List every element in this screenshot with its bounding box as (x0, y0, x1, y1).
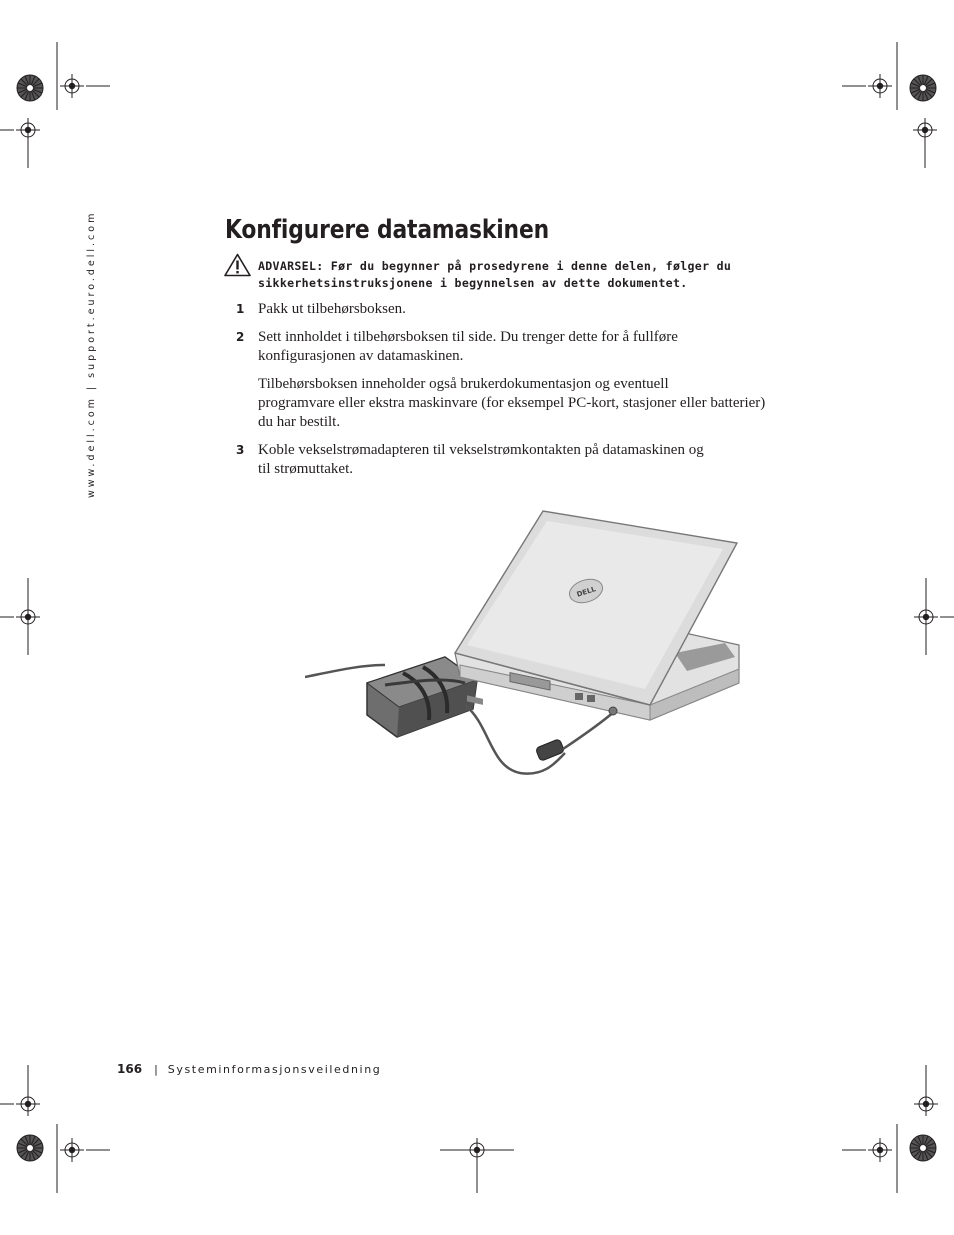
registration-mark-icon (913, 118, 937, 142)
document-title: Systeminformasjonsveiledning (167, 1063, 382, 1076)
rosette-mark-icon (17, 1135, 43, 1161)
warning-line: sikkerhetsinstruksjonene i begynnelsen av dette dokumentet. (258, 276, 688, 290)
registration-mark-icon (465, 1138, 489, 1162)
note-line: du har bestilt. (258, 414, 341, 430)
note-line: programvare eller ekstra maskinvare (for eksempel PC-kort, stasjoner eller batterier) (258, 395, 766, 411)
registration-mark-icon (60, 74, 84, 98)
page-footer (117, 1062, 381, 1076)
registration-mark-icon (16, 1092, 40, 1116)
rosette-mark-icon (910, 1135, 936, 1161)
rosette-mark-icon (17, 75, 43, 101)
step-text-line: Koble vekselstrømadapteren til vekselstrømkontakten på datamaskinen og (258, 442, 704, 458)
footer-separator: | (154, 1063, 158, 1076)
registration-mark-icon (868, 74, 892, 98)
sidebar-url (72, 210, 112, 506)
dell-logo-text: DELL (575, 585, 597, 599)
laptop-icon (455, 511, 739, 720)
step-2 (236, 328, 816, 368)
step-number: 2 (236, 330, 245, 344)
registration-mark-icon (914, 605, 938, 629)
note-paragraph (258, 375, 818, 432)
warning-text (258, 258, 818, 292)
page-number: 166 (117, 1062, 143, 1076)
registration-mark-icon (60, 1138, 84, 1162)
registration-mark-icon (868, 1138, 892, 1162)
warning-line: ADVARSEL: Før du begynner på prosedyrene i denne delen, følger du (258, 259, 732, 273)
laptop-adapter-illustration (305, 505, 750, 785)
step-text: Pakk ut tilbehørsboksen. (258, 301, 406, 317)
step-text (258, 328, 814, 366)
step-text-line: konfigurasjonen av datamaskinen. (258, 348, 464, 364)
rosette-mark-icon (910, 75, 936, 101)
registration-mark-icon (914, 1092, 938, 1116)
registration-mark-icon (16, 605, 40, 629)
step-number: 3 (236, 443, 245, 457)
page-title: Konfigurere datamaskinen (225, 215, 549, 245)
step-text (258, 441, 814, 479)
step-text-line: Sett innholdet i tilbehørsboksen til side. Du trenger dette for å fullføre (258, 329, 678, 345)
note-line: Tilbehørsboksen inneholder også brukerdokumentasjon og eventuell (258, 376, 669, 392)
step-text-line: til strømuttaket. (258, 461, 353, 477)
step-3 (236, 441, 816, 481)
sidebar-url-text: www.dell.com | support.euro.dell.com (86, 210, 97, 498)
step-number: 1 (236, 302, 245, 316)
warning-triangle-icon (224, 253, 251, 277)
registration-mark-icon (16, 118, 40, 142)
